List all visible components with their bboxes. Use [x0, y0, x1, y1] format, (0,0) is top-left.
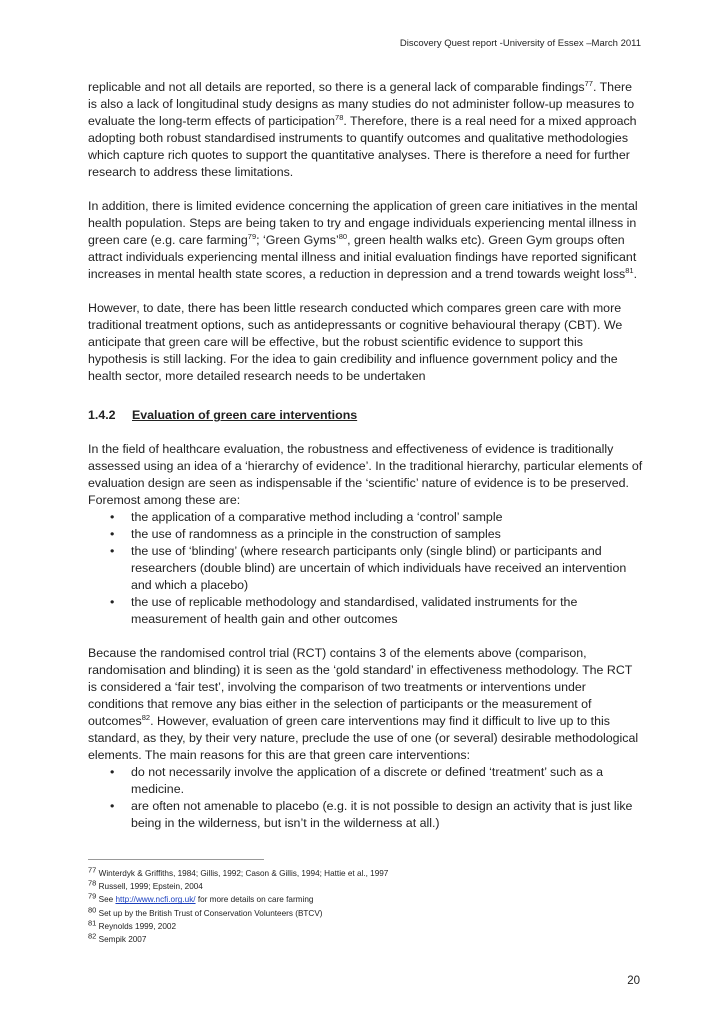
- text-run: . There is also a lack of longitudinal study designs as many studies do not administer follow-up measures to evaluate the long-term effects of participation: [88, 80, 635, 128]
- footnote-77: [88, 867, 608, 880]
- list-item: • the use of ‘blinding’ (where research participants only (single blind) or participants and researchers (double blind) are uncertain of which individuals have received an intervention and which a placebo): [88, 543, 644, 594]
- text-run: ; ‘Green Gyms’: [256, 233, 339, 247]
- paragraph-comparison: However, to date, there has been little research conducted which compares green care with more traditional treatment options, such as antidepressants or cognitive behavioural therapy (CBT). We anticipate that green care will be effective, but the robust scientific evidence to support this hypothesis is still lacking. For the idea to gain credibility and influence government policy and the health sector, more detailed research needs to be undertaken: [88, 301, 623, 383]
- footnote-number: 78: [88, 878, 97, 888]
- body-content: [88, 79, 644, 832]
- footnote-text: for more details on care farming: [195, 895, 314, 905]
- footnote-ref: 81: [625, 265, 634, 275]
- footnote-82: [88, 933, 608, 946]
- footnote-ref: 82: [141, 712, 151, 722]
- list-item: • the application of a comparative method including a ‘control’ sample: [88, 509, 644, 526]
- footnote-text: See: [96, 895, 116, 905]
- list-item: • are often not amenable to placebo (e.g. it is not possible to design an activity that is just like being in the wilderness, but isn’t in the wilderness at all.): [88, 798, 644, 832]
- paragraph-rct: [88, 645, 644, 764]
- text-run: , green health walks etc). Green Gym groups often attract individuals experiencing mental illness and initial evaluation findings have reported significant increases in mental health state scores, a reduction in depression and a trend towards weight loss: [88, 233, 637, 281]
- footnote-80: [88, 904, 608, 920]
- footnote-separator: [88, 859, 264, 860]
- footnote-text: Set up by the British Trust of Conservation Volunteers (BTCV): [96, 908, 323, 918]
- list-item: • the use of randomness as a principle in the construction of samples: [88, 526, 644, 543]
- paragraph-limitations: [88, 79, 644, 181]
- footnote-number: 80: [88, 904, 97, 914]
- footnote-ref: 80: [338, 231, 348, 241]
- footnote-number: 79: [88, 891, 97, 901]
- text-run: replicable and not all details are reported, so there is a general lack of comparable findings: [88, 80, 585, 94]
- footnote-ref: 78: [335, 112, 344, 122]
- text-run: . However, evaluation of green care interventions may find it difficult to live up to this standard, as they, by their very nature, preclude the use of one (or several) desirable methodological elements. The main reasons for this are that green care interventions:: [88, 714, 639, 762]
- text-run: Because the randomised control trial (RCT) contains 3 of the elements above (comparison, randomisation and blinding) it is seen as the ‘gold standard’ in effectiveness methodology. The RCT is considered a ‘fair test’, involving the comparison of two treatments or interventions under conditions that remove any bias either in the selection of participants or the measurement of outcomes: [88, 646, 633, 728]
- footnote-ref: 79: [247, 231, 257, 241]
- footnote-79: [88, 893, 608, 906]
- footnote-number: 82: [88, 931, 97, 941]
- page-number: 20: [627, 975, 640, 987]
- section-title: Evaluation of green care interventions: [132, 408, 358, 422]
- footnote-text: Sempik 2007: [96, 935, 147, 945]
- ncfi-link[interactable]: http://www.ncfi.org.uk/: [115, 895, 196, 905]
- footnotes: [88, 867, 608, 946]
- bullet-list-elements: [88, 509, 644, 628]
- footnote-text: Winterdyk & Griffiths, 1984; Gillis, 1992; Cason & Gillis, 1994; Hattie et al., 1997: [96, 869, 389, 878]
- paragraph-mental-health: [88, 198, 644, 283]
- paragraph-hierarchy: In the field of healthcare evaluation, the robustness and effectiveness of evidence is traditionally assessed using an idea of a ‘hierarchy of evidence’. In the traditional hierarchy, particular elements of evaluation design are seen as indispensable if the ‘scientific’ nature of evidence is to be preserved. Foremost among these are:: [88, 442, 643, 507]
- text-run: In addition, there is limited evidence concerning the application of green care initiatives in the mental health population. Steps are being taken to try and engage individuals experiencing mental illness in green care (e.g. care farming: [88, 199, 638, 247]
- bullet-list-reasons: [88, 764, 644, 832]
- text-run: . Therefore, there is a real need for a mixed approach adopting both robust standardised instruments to quantify outcomes and qualitative methodologies which capture rich quotes to support the quantitative analyses. There is therefore a need for further research to address these limitations.: [88, 114, 637, 179]
- footnote-ref: 77: [584, 78, 593, 88]
- section-number: 1.4.2: [88, 408, 116, 422]
- footnote-81: [88, 920, 608, 933]
- list-item: • the use of replicable methodology and standardised, validated instruments for the measurement of health gain and other outcomes: [88, 594, 644, 628]
- text-run: .: [633, 267, 638, 281]
- running-header: Discovery Quest report -University of Essex –March 2011: [399, 38, 641, 49]
- list-item: • do not necessarily involve the application of a discrete or defined ‘treatment’ such as a medicine.: [88, 764, 644, 798]
- footnote-number: 77: [88, 865, 97, 875]
- footnote-number: 81: [88, 918, 97, 928]
- footnote-78: [88, 880, 608, 893]
- section-heading: [88, 407, 644, 424]
- footnote-text: Reynolds 1999, 2002: [96, 921, 177, 931]
- footnote-text: Russell, 1999; Epstein, 2004: [96, 882, 203, 892]
